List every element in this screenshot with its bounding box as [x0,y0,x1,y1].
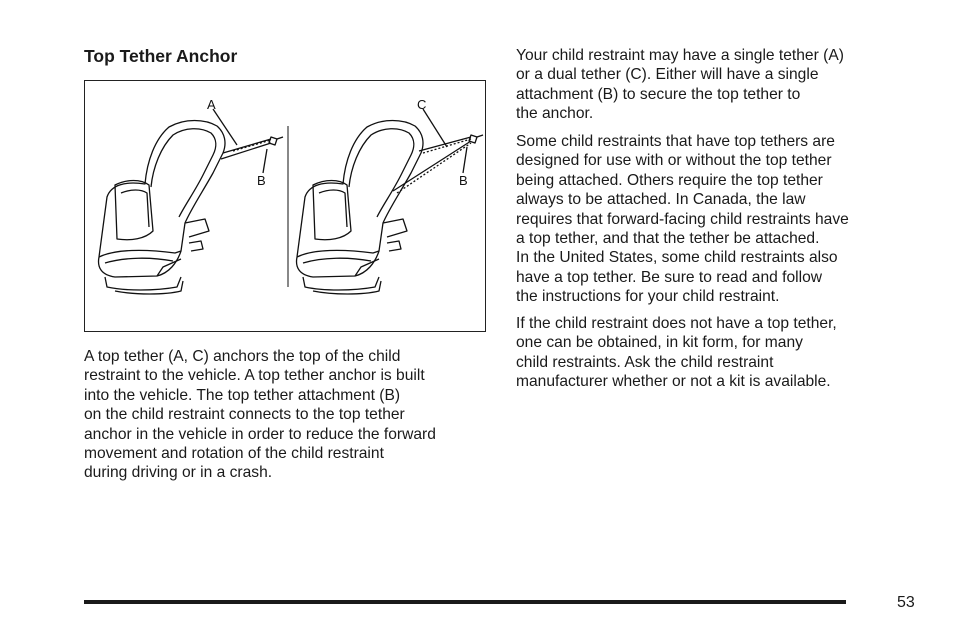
label-c: C [417,97,427,112]
child-seat-diagram [85,81,485,331]
footer-rule [84,600,846,604]
left-child-seat [99,109,283,294]
label-b-left: B [257,173,266,188]
tether-kit-paragraph: If the child restraint does not have a top tether, one can be obtained, in kit form, for many child restraints. Ask the child restraint manufacturer whether or not a kit is available. [516,315,837,391]
right-child-seat [297,109,483,294]
tether-requirements-paragraph: Some child restraints that have top tethers are designed for use with or without the top tether being attached. Others require the top tether always to be attached. In Canada, the law requires that forward-facing child restraints have a top tether, and that the tether be attached. In the United States, some child restraints also have a top tether. Be sure to read and follow the instructions for your child restraint. [516,133,849,306]
label-a: A [207,97,216,112]
section-heading: Top Tether Anchor [84,46,238,66]
page-number: 53 [897,594,915,611]
label-b-right: B [459,173,468,188]
tether-types-paragraph: Your child restraint may have a single tether (A) or a dual tether (C). Either will have a single attachment (B) to secure the top tether to the anchor. [516,47,844,123]
tether-description-paragraph: A top tether (A, C) anchors the top of the child restraint to the vehicle. A top tether anchor is built into the vehicle. The top tether attachment (B) on the child restraint connects to the top tether anchor in the vehicle in order to reduce the forward movement and rotation of the child restraint during driving or in a crash. [84,348,436,482]
tether-illustration [84,80,486,332]
